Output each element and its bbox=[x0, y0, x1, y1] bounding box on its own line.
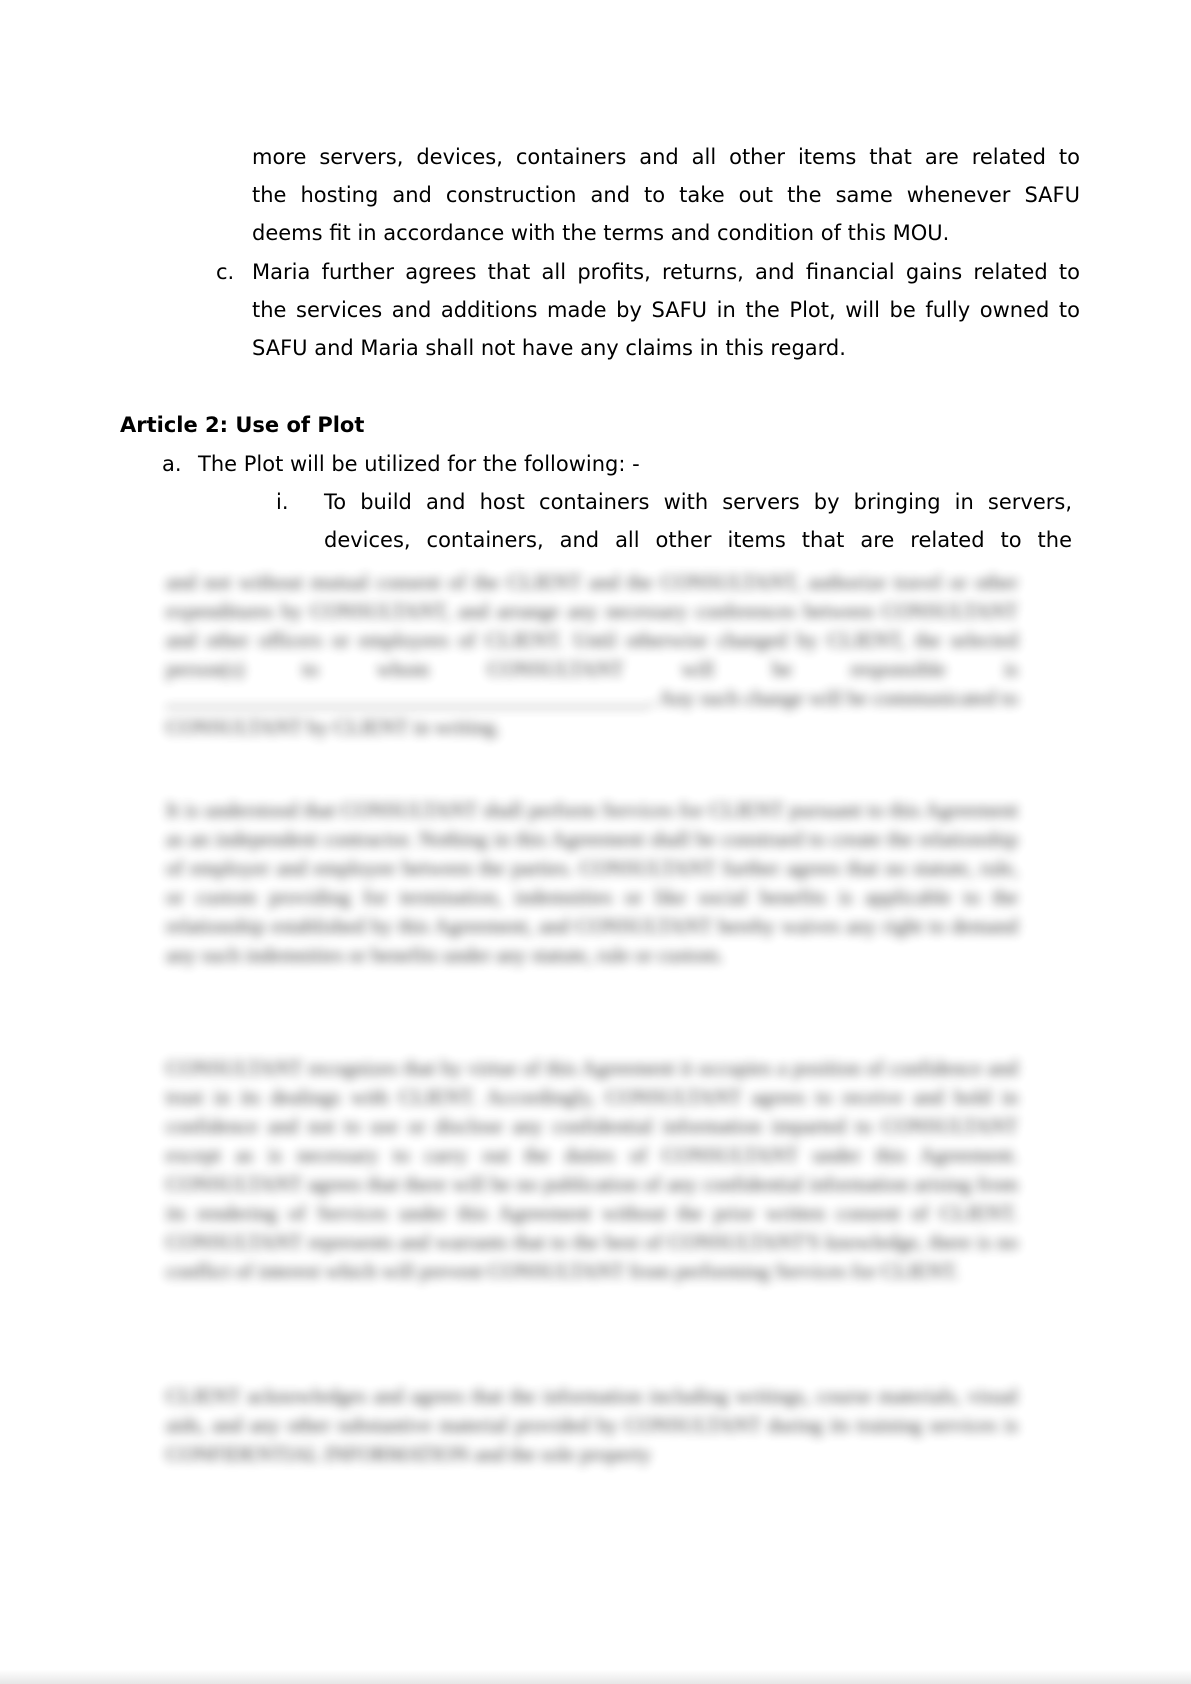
clause-b-line-1: more servers, devices, containers and all other items that are related to bbox=[252, 145, 1080, 169]
clause-c-marker: c. bbox=[216, 260, 235, 284]
article-2-heading: Article 2: Use of Plot bbox=[120, 413, 365, 437]
blurred-preview-region bbox=[150, 560, 1030, 1480]
clause-c-line-1: Maria further agrees that all profits, returns, and financial gains related to bbox=[252, 260, 1080, 284]
item-i-marker: i. bbox=[276, 490, 289, 514]
clause-b-line-3: deems fit in accordance with the terms and condition of this MOU. bbox=[252, 221, 950, 245]
item-a-text: The Plot will be utilized for the following: - bbox=[198, 452, 640, 476]
blurred-paragraph-3: CONSULTANT recognizes that by virtue of this Agreement it occupies a position of confidence and trust in its dealings with CLIENT. Accordingly, CONSULTANT agrees to receive and hold in confidence and not to use or disclose any confidential information imparted to CONSULTANT except as is necessary to carry out the duties of CONSULTANT under this Agreement. CONSULTANT agrees that there will be no publication of any confidential information arising from its rendering of Services under this Agreement without the prior written consent of CLIENT. CONSULTANT represents and warrants that to the best of CONSULTANT'S knowledge, there is no conflict of interest which will prevent CONSULTANT from performing Services for CLIENT. bbox=[166, 1056, 1018, 1283]
item-a-marker: a. bbox=[162, 452, 182, 476]
blurred-paragraph-4: CLIENT acknowledges and agrees that the information including writings, course materials, visual aids, and any other substantive material provided by CONSULTANT during its training services is CONFIDENTIAL INFORMATION and the sole property bbox=[166, 1384, 1018, 1466]
page-bottom-edge bbox=[0, 1670, 1191, 1684]
clause-c-line-2: the services and additions made by SAFU in the Plot, will be fully owned to bbox=[252, 298, 1080, 322]
blurred-paragraph-1: and not without mutual consent of the CLIENT and the CONSULTANT, authorize travel or other expenditures by CONSULTANT, and arrange any necessary conferences between CONSULTANT and other officers or employees of CLIENT. Until otherwise changed by CLIENT, the selected person(s) to whom CONSULTANT will be responsible is ______________________________________________. Any such change will be communicated to CONSULTANT by CLIENT in writing. bbox=[166, 570, 1018, 739]
item-i-line-1: To build and host containers with servers by bringing in servers, bbox=[324, 490, 1072, 514]
item-i-line-2: devices, containers, and all other items that are related to the bbox=[324, 528, 1072, 552]
clause-b-line-2: the hosting and construction and to take out the same whenever SAFU bbox=[252, 183, 1080, 207]
clause-c-line-3: SAFU and Maria shall not have any claims in this regard. bbox=[252, 336, 846, 360]
blurred-paragraph-2: It is understood that CONSULTANT shall perform Services for CLIENT pursuant to this Agreement as an independent contractor. Nothing in this Agreement shall be construed to create the relationship of employer and employee between the parties. CONSULTANT further agrees that no statute, rule, or custom providing for termination, indemnities or like social benefits is applicable to the relationship established by this Agreement, and CONSULTANT hereby waives any right to demand any such indemnities or benefits under any statute, rule or custom. bbox=[166, 798, 1018, 967]
